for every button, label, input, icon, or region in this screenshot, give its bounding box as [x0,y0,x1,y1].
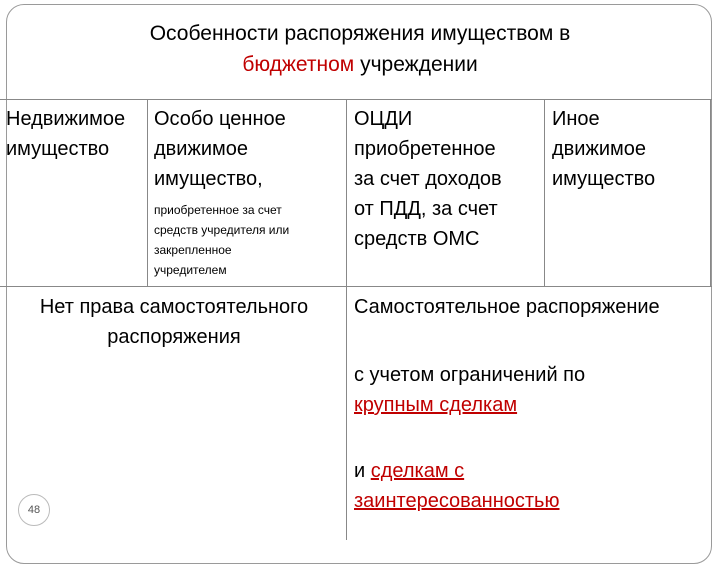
column-divider-3 [544,100,545,286]
restrictions-text: с учетом ограничений по крупным сделкам [354,360,585,420]
interested-deals-link-part2[interactable]: заинтересованностью [354,490,560,512]
table-middle-border [0,286,712,287]
slide-title [60,18,660,80]
independent-disposal-heading: Самостоятельное распоряжение [354,296,660,318]
column-divider-2 [346,100,347,540]
column-other-movable: Иное движимое имущество [552,108,656,190]
no-independent-disposal: Нет права самостоятельного распоряжения [39,296,309,348]
column-especially-valuable-note: приобретенное за счет средств учредителя или закрепленное учредителем [154,203,290,277]
title-line-2 [60,49,660,80]
page-number: 48 [18,494,50,526]
large-deals-link[interactable]: крупным сделкам [354,394,518,416]
table-top-border [0,99,712,100]
column-especially-valuable: Особо ценное движимое имущество, [154,108,286,190]
interested-deals-link-part1[interactable]: сделкам с [370,460,465,482]
interested-deals-text: и сделкам с заинтересованностью [354,456,559,516]
table-right-border [710,100,711,286]
column-divider-1 [147,100,148,286]
column-real-estate: Недвижимое имущество [6,108,126,160]
title-highlight: бюджетном [242,53,355,76]
title-rest: учреждении [354,53,478,76]
title-line-1: Особенности распоряжения имуществом в [149,22,571,45]
column-ocdi: ОЦДИ приобретенное за счет доходов от ПДД, за счет средств ОМС [354,108,502,250]
